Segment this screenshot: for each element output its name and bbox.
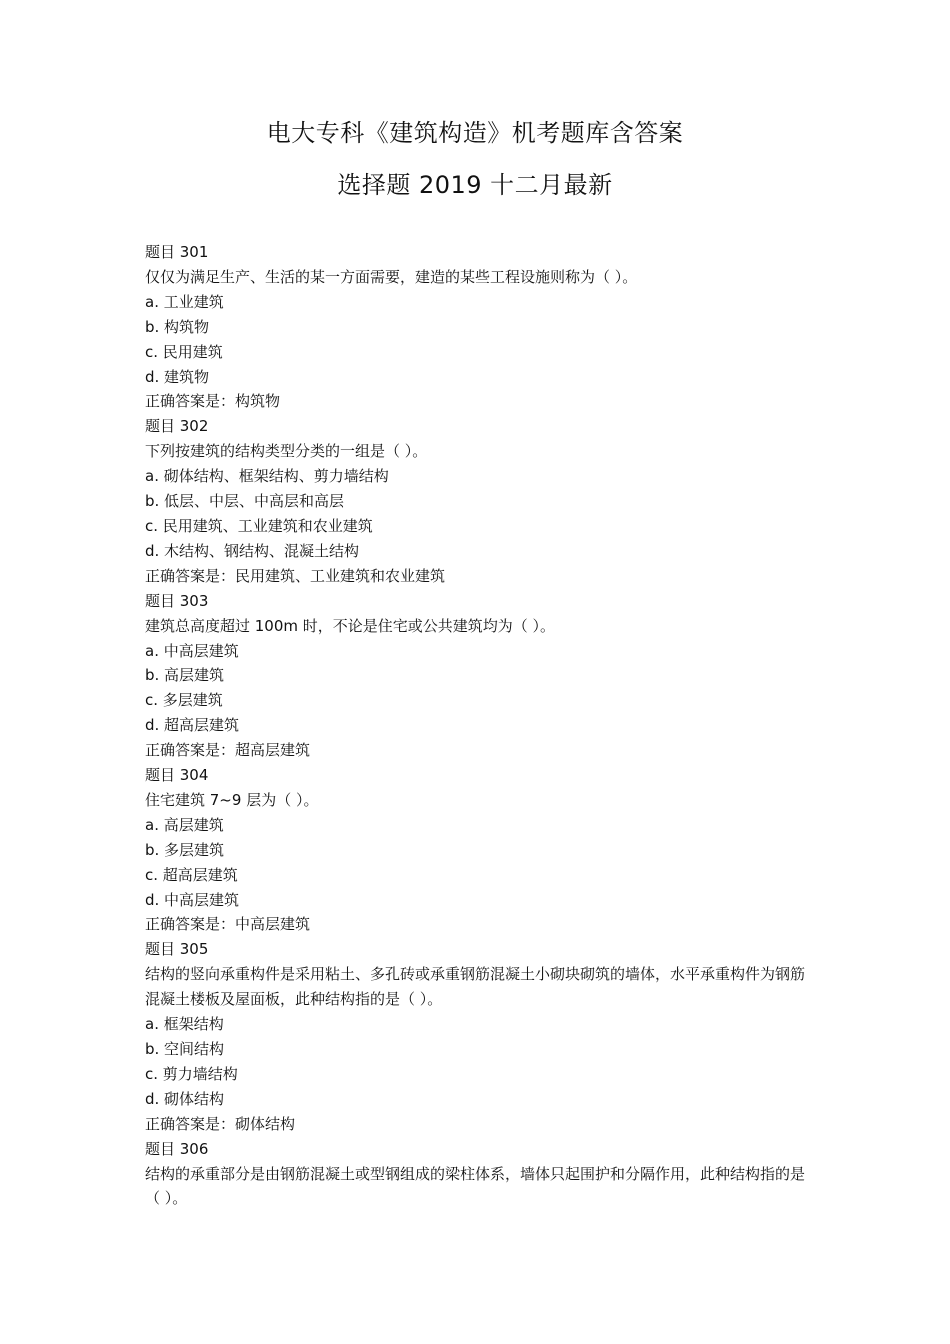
correct-answer: 正确答案是：构筑物 (145, 392, 281, 411)
option-a: a. 框架结构 (145, 1015, 224, 1034)
question-stem: 仅仅为满足生产、生活的某一方面需要，建造的某些工程设施则称为（ ）。 (145, 267, 638, 286)
question-label: 题目 301 (145, 243, 209, 261)
question-label: 题目 302 (145, 417, 209, 436)
question-stem: 住宅建筑 7~9 层为（ ）。 (145, 790, 319, 809)
option-c: c. 民用建筑 (145, 342, 223, 361)
question-stem: 结构的承重部分是由钢筋混凝土或型钢组成的梁柱体系，墙体只起围护和分隔作用，此种结构指的是（ ）。 (145, 1164, 806, 1208)
option-b: b. 低层、中层、中高层和高层 (145, 492, 345, 511)
option-b: b. 多层建筑 (145, 840, 225, 859)
option-b: b. 空间结构 (145, 1040, 225, 1058)
option-d: d. 木结构、钢结构、混凝土结构 (145, 541, 360, 560)
option-a: a. 高层建筑 (145, 815, 224, 834)
option-b: b. 高层建筑 (145, 666, 225, 685)
correct-answer: 正确答案是：中高层建筑 (145, 915, 311, 934)
question-label: 题目 303 (145, 591, 209, 610)
document-subtitle: 选择题 2019 十二月最新 (337, 171, 613, 199)
option-c: c. 剪力墙结构 (145, 1064, 238, 1083)
option-a: a. 中高层建筑 (145, 641, 239, 660)
question-label: 题目 306 (145, 1139, 209, 1158)
question-label: 题目 305 (145, 940, 209, 959)
question-label: 题目 304 (145, 766, 209, 785)
option-d: d. 中高层建筑 (145, 890, 240, 909)
option-c: c. 多层建筑 (145, 691, 223, 710)
option-a: a. 砌体结构、框架结构、剪力墙结构 (145, 467, 389, 486)
question-stem: 建筑总高度超过 100m 时，不论是住宅或公共建筑均为（ ）。 (145, 616, 556, 635)
option-d: d. 建筑物 (145, 367, 210, 386)
question-stem: 结构的竖向承重构件是采用粘土、多孔砖或承重钢筋混凝土小砌块砌筑的墙体，水平承重构件为钢筋混凝土楼板及屋面板，此种结构指的是（ ）。 (145, 965, 806, 1009)
option-d: d. 砌体结构 (145, 1089, 225, 1108)
correct-answer: 正确答案是：超高层建筑 (145, 741, 311, 760)
option-a: a. 工业建筑 (145, 292, 224, 311)
option-c: c. 超高层建筑 (145, 865, 238, 884)
option-d: d. 超高层建筑 (145, 716, 240, 735)
correct-answer: 正确答案是：砌体结构 (145, 1114, 296, 1133)
option-c: c. 民用建筑、工业建筑和农业建筑 (145, 516, 373, 535)
question-stem: 下列按建筑的结构类型分类的一组是（ ）。 (145, 442, 428, 461)
option-b: b. 构筑物 (145, 317, 210, 336)
document-title: 电大专科《建筑构造》机考题库含答案 (266, 119, 684, 147)
question-list (145, 240, 815, 1211)
correct-answer: 正确答案是：民用建筑、工业建筑和农业建筑 (145, 566, 446, 585)
